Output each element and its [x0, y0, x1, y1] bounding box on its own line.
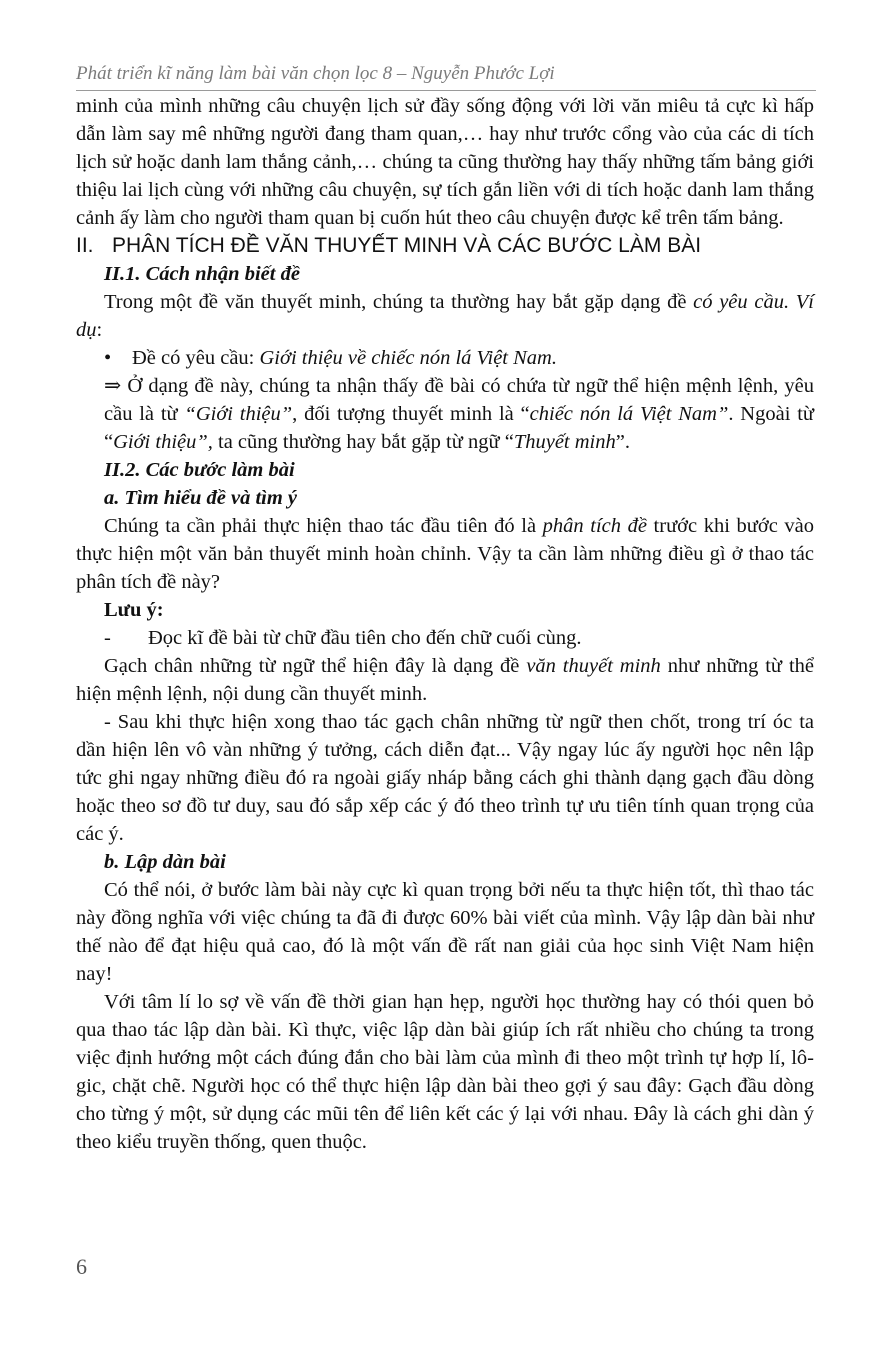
note-label: Lưu ý:	[104, 599, 164, 621]
section-title: PHÂN TÍCH ĐỀ VĂN THUYẾT MINH VÀ CÁC BƯỚC LÀM BÀI	[112, 234, 702, 257]
paragraph	[76, 652, 814, 708]
dash-item	[104, 624, 814, 652]
text-run: như những từ thể hiện mệnh lệnh, nội dung cần thuyết minh.	[76, 655, 814, 705]
page-number: 6	[76, 1254, 87, 1279]
italic-run: văn thuyết minh	[526, 655, 661, 677]
step-heading: a. Tìm hiểu đề và tìm ý	[104, 487, 298, 509]
text-run: :	[96, 319, 103, 341]
paragraph: Có thể nói, ở bước làm bài này cực kì quan trọng bởi nếu ta thực hiện tốt, thì thao tác này đồng nghĩa với việc chúng ta đã đi được 60% bài viết của mình. Vậy lập dàn bài như thế nào để đạt hiệu quả cao, đó là một vấn đề rất nan giải của học sinh Việt Nam hiện nay!	[76, 879, 814, 985]
subsection-heading: II.1. Cách nhận biết đề	[104, 263, 300, 285]
italic-run: “Giới thiệu”	[184, 403, 293, 425]
text-run: Chúng ta cần phải thực hiện thao tác đầu tiên đó là	[104, 515, 543, 537]
text-run: . Ngoài từ “	[104, 403, 815, 453]
italic-run: Thuyết minh	[513, 431, 616, 453]
bullet-text	[132, 344, 557, 372]
running-header: Phát triển kĩ năng làm bài văn chọn lọc 8 – Nguyễn Phước Lợi	[76, 62, 816, 91]
dash-text: Đọc kĩ đề bài từ chữ đầu tiên cho đến chữ cuối cùng.	[148, 627, 582, 649]
page-content	[76, 92, 814, 1156]
text-run: Trong một đề văn thuyết minh, chúng ta thường hay bắt gặp dạng đề	[104, 291, 694, 313]
text-run: ”.	[615, 431, 630, 453]
paragraph	[104, 372, 814, 456]
italic-run: có yêu cầu. Ví dụ	[76, 291, 814, 341]
text-run: Đề có yêu cầu:	[132, 347, 260, 369]
subsection-heading: II.2. Các bước làm bài	[104, 459, 295, 481]
paragraph	[76, 512, 814, 596]
italic-run: Giới thiệu về chiếc nón lá Việt Nam.	[259, 347, 557, 369]
italic-run: Giới thiệu”,	[113, 431, 213, 453]
paragraph: - Sau khi thực hiện xong thao tác gạch chân những từ ngữ then chốt, trong trí óc ta dần hiện lên vô vàn những ý tưởng, cách diễn đạt... Vậy ngay lúc ấy người học nên lập tức ghi ngay những điều đó ra ngoài giấy nháp bằng cách ghi thành dạng gạch đầu dòng hoặc theo sơ đồ tư duy, sau đó sắp xếp các ý đó theo trình tự ưu tiên tính quan trọng của các ý.	[76, 711, 814, 845]
intro-paragraph: minh của mình những câu chuyện lịch sử đầy sống động với lời văn miêu tả cực kì hấp dẫn làm say mê những người đang tham quan,… hay như trước cổng vào của các di tích lịch sử hoặc danh lam thắng cảnh,… chúng ta cũng thường hay thấy những tấm bảng giới thiệu lai lịch cùng với những câu chuyện, sự tích gắn liền với di tích hoặc danh lam thắng cảnh ấy làm cho người tham quan bị cuốn hút theo câu chuyện được kể trên tấm bảng.	[76, 95, 814, 229]
dash-marker: -	[104, 627, 111, 649]
text-run: ⇒ Ở dạng đề này, chúng ta nhận thấy đề bài có chứa từ ngữ thể hiện mệnh lệnh, yêu cầu là từ	[104, 375, 814, 425]
paragraph	[76, 288, 814, 344]
text-run: , đối tượng thuyết minh là “	[292, 403, 530, 425]
section-number: II.	[76, 234, 94, 257]
step-heading: b. Lập dàn bài	[104, 851, 226, 873]
italic-run: chiếc nón lá Việt Nam”	[529, 403, 729, 425]
text-run: trước khi bước vào thực hiện một văn bản thuyết minh hoàn chỉnh. Vậy ta cần làm những điều gì ở thao tác phân tích đề này?	[76, 515, 815, 593]
bullet-marker: •	[104, 347, 112, 369]
paragraph: Với tâm lí lo sợ về vấn đề thời gian hạn hẹp, người học thường hay có thói quen bỏ qua thao tác lập dàn bài. Kì thực, việc lập dàn bài giúp ích rất nhiều cho chúng ta trong việc định hướng một cách đúng đắn cho bài làm của mình đi theo một trình tự hợp lí, lô-gic, chặt chẽ. Người học có thể thực hiện lập dàn bài theo gợi ý sau đây: Gạch đầu dòng cho từng ý một, sử dụng các mũi tên để liên kết các ý lại với nhau. Đây là cách ghi dàn ý theo kiểu truyền thống, quen thuộc.	[76, 991, 814, 1153]
italic-run: phân tích đề	[542, 515, 647, 537]
bullet-item	[104, 344, 814, 372]
text-run: ta cũng thường hay bắt gặp từ ngữ “	[212, 431, 514, 453]
section-heading	[76, 232, 814, 260]
text-run: Gạch chân những từ ngữ thể hiện đây là dạng đề	[104, 655, 527, 677]
